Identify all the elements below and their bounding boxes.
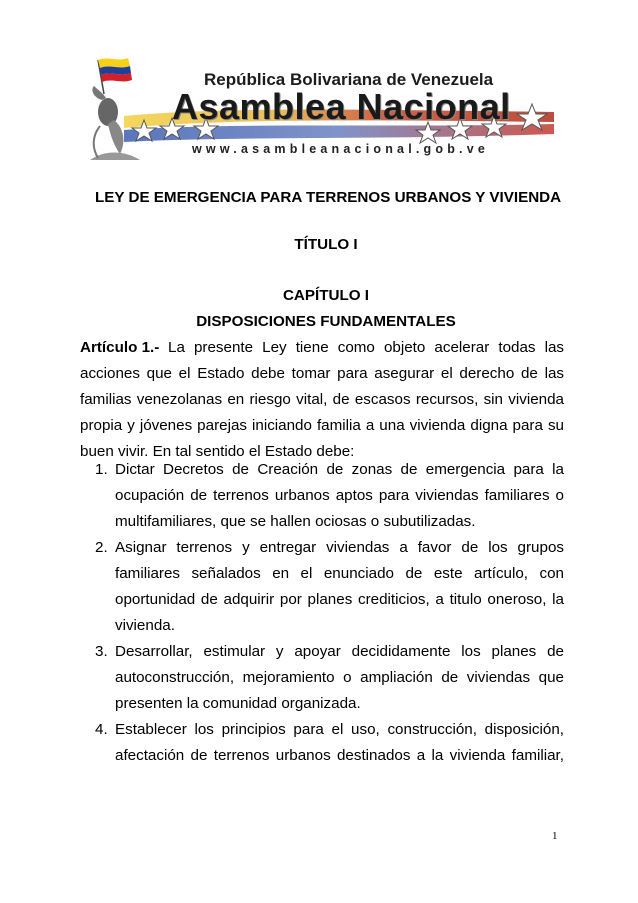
titulo-heading: TÍTULO I <box>294 236 358 253</box>
list-item-line: afectación de terrenos urbanos destinados a la vivienda familiar, <box>115 747 564 764</box>
capitulo-heading: CAPÍTULO I <box>282 287 370 304</box>
list-item-line: oportunidad de adquirir por planes crediticios, a titulo oneroso, la <box>115 591 564 608</box>
list-item-line: presenten la comunidad organizada. <box>115 695 361 712</box>
list-item-line: Establecer los principios para el uso, construcción, disposición, <box>115 721 564 738</box>
list-item-line: Desarrollar, estimular y apoyar decididamente los planes de <box>115 643 564 660</box>
article-line: propia y jóvenes parejas iniciando familia a una vivienda digna para su <box>80 417 564 434</box>
article-line: La presente Ley tiene como objeto acelerar todas las <box>168 339 564 356</box>
law-title: LEY DE EMERGENCIA PARA TERRENOS URBANOS Y VIVIENDA <box>95 189 562 206</box>
list-item-line: vivienda. <box>115 617 175 634</box>
capitulo-name: DISPOSICIONES FUNDAMENTALES <box>196 313 456 330</box>
list-item-number: 1. <box>95 461 108 478</box>
list-item-line: autoconstrucción, mejoramiento o ampliación de viviendas que <box>115 669 564 686</box>
list-item-number: 3. <box>95 643 108 660</box>
article-line: buen vivir. En tal sentido el Estado debe: <box>80 443 355 460</box>
page-number: 1 <box>552 830 558 842</box>
list-item-number: 4. <box>95 721 108 738</box>
letterhead-republic: República Bolivariana de Venezuela <box>204 70 494 89</box>
flag-icon <box>98 58 132 94</box>
list-item-line: ocupación de terrenos urbanos aptos para viviendas familiares o <box>115 487 564 504</box>
letterhead-assembly: Asamblea Nacional <box>172 86 511 127</box>
list-item-line: familiares señalados en el enunciado de este artículo, con <box>115 565 564 582</box>
article-label: Artículo 1.- <box>80 339 160 356</box>
list-item-line: multifamiliares, que se hallen ociosas o subutilizadas. <box>115 513 476 530</box>
list-item-line: Asignar terrenos y entregar viviendas a favor de los grupos <box>115 539 564 556</box>
article-line: acciones que el Estado debe tomar para asegurar el derecho de las <box>80 365 564 382</box>
letterhead-logo <box>84 50 564 168</box>
letterhead-url: www.asambleanacional.gob.ve <box>192 142 490 156</box>
list-item-number: 2. <box>95 539 108 556</box>
article-line: familias venezolanas en riesgo vital, de escasos recursos, sin vivienda <box>80 391 564 408</box>
list-item-line: Dictar Decretos de Creación de zonas de emergencia para la <box>115 461 564 478</box>
